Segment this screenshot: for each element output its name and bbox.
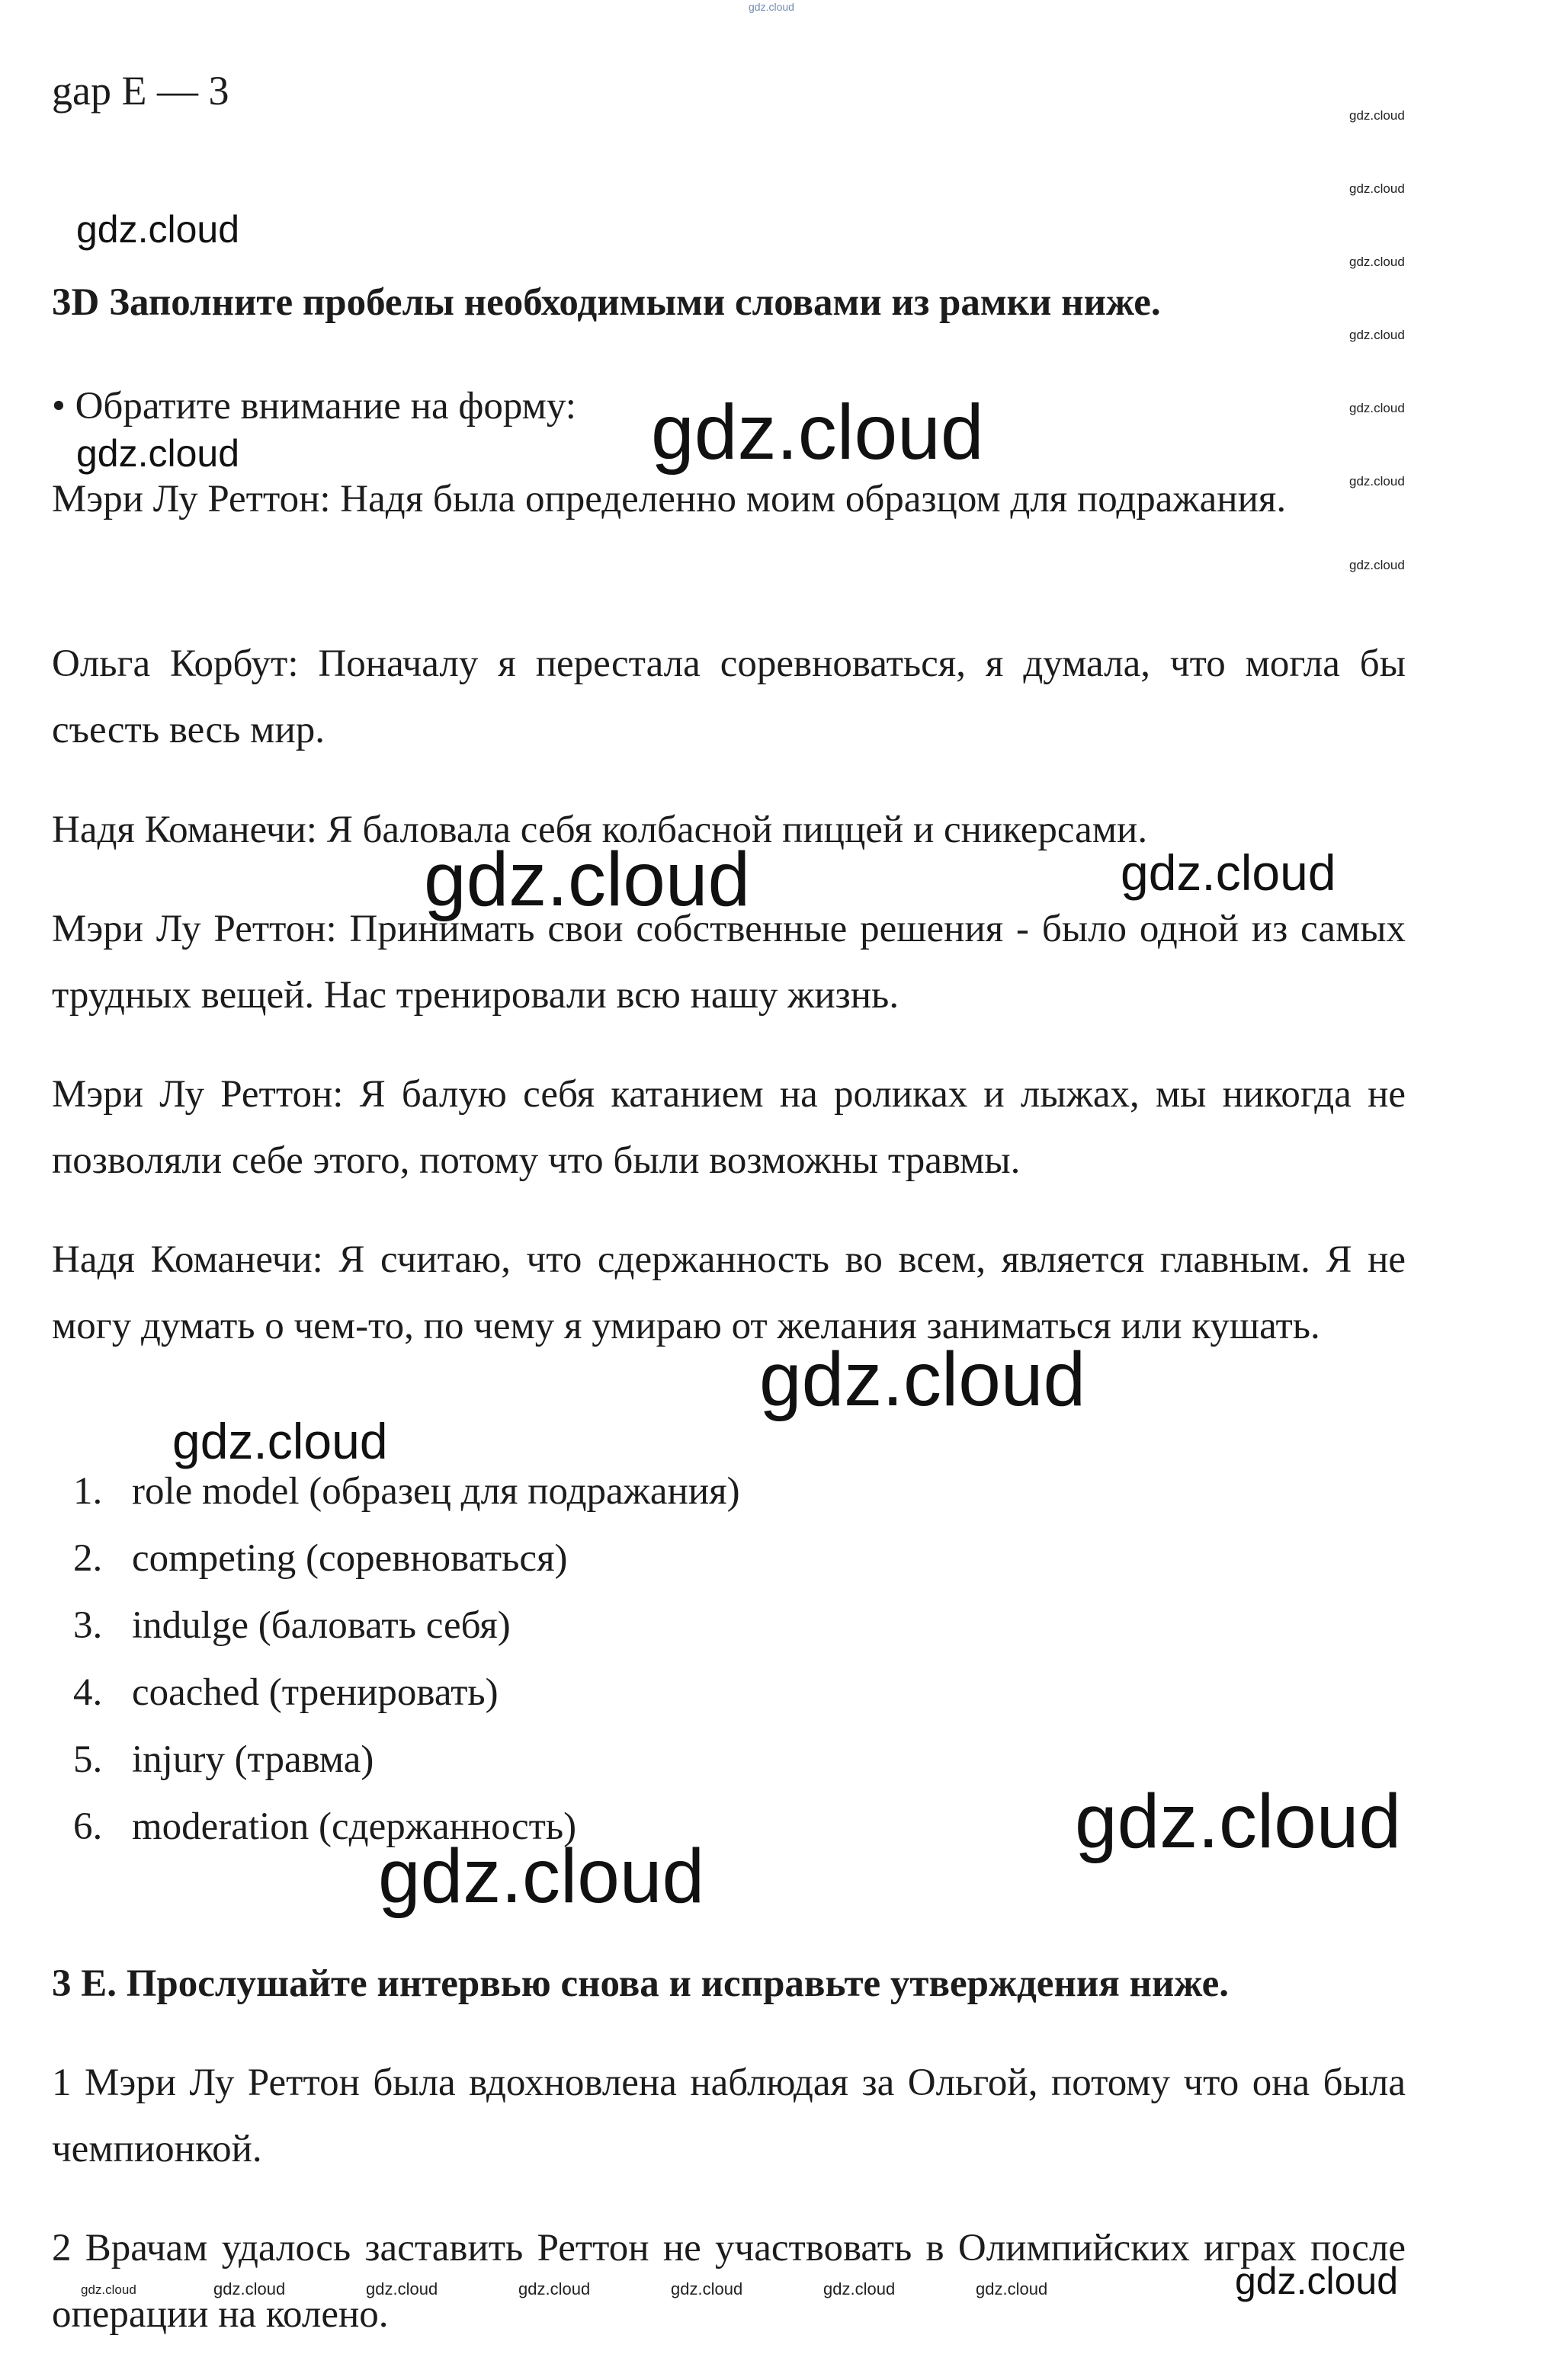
watermark: gdz.cloud [76, 432, 240, 475]
watermark: gdz.cloud [424, 837, 751, 922]
list-number: 6. [73, 1805, 103, 1848]
watermark: gdz.cloud [1349, 108, 1405, 123]
paragraph: Надя Команечи: Я баловала себя колбасной пиццей и сникерсами. [52, 809, 1148, 851]
watermark: gdz.cloud [1349, 328, 1405, 342]
watermark: gdz.cloud [518, 2279, 591, 2298]
statement: 1 Мэри Лу Реттон была вдохновлена наблюдая за Ольгой, потому что она была чемпионкой. [52, 2061, 1406, 2170]
paragraph: Надя Команечи: Я считаю, что сдержанность во всем, является главным. Я не могу думать о чем-то, по чему я умираю от желания заниматься или кушать. [52, 1238, 1406, 1347]
list-text: injury (травма) [132, 1738, 374, 1781]
watermark: gdz.cloud [1349, 474, 1405, 488]
list-number: 2. [73, 1537, 103, 1580]
watermark: gdz.cloud [1235, 2260, 1399, 2302]
watermark: gdz.cloud [1349, 558, 1405, 572]
watermark: gdz.cloud [1121, 844, 1336, 901]
watermark: gdz.cloud [1349, 255, 1405, 269]
section-3e-heading: 3 E. Прослушайте интервью снова и исправьте утверждения ниже. [52, 1962, 1230, 2005]
watermark: gdz.cloud [823, 2279, 896, 2298]
list-text: coached (тренировать) [132, 1671, 499, 1714]
list-number: 3. [73, 1604, 103, 1647]
section-3d-heading: 3D Заполните пробелы необходимыми словами из рамки ниже. [52, 281, 1161, 324]
statement: 2 Врачам удалось заставить Реттон не участвовать в Олимпийских играх после операции на колено. [52, 2227, 1406, 2336]
watermark: gdz.cloud [1075, 1779, 1402, 1864]
watermark: gdz.cloud [172, 1413, 388, 1469]
paragraph: Мэри Лу Реттон: Принимать свои собственные решения - было одной из самых трудных вещей. Нас тренировали всю нашу жизнь. [52, 908, 1406, 1017]
section-3d-note: • Обратите внимание на форму: [52, 385, 576, 428]
list-text: role model (образец для подражания) [132, 1470, 740, 1513]
watermark: gdz.cloud [213, 2279, 286, 2298]
list-number: 4. [73, 1671, 103, 1714]
page-header: gap E — 3 [52, 68, 229, 114]
list-number: 1. [73, 1470, 103, 1513]
paragraph: Ольга Корбут: Поначалу я перестала соревноваться, я думала, что могла бы съесть весь мир. [52, 642, 1406, 751]
list-text: indulge (баловать себя) [132, 1604, 511, 1647]
watermark: gdz.cloud [366, 2279, 438, 2298]
paragraph: Мэри Лу Реттон: Надя была определенно моим образцом для подражания. [52, 478, 1287, 521]
watermark: gdz.cloud [1349, 181, 1405, 196]
watermark: gdz.cloud [81, 2282, 136, 2297]
watermark: gdz.cloud [759, 1337, 1086, 1422]
watermark: gdz.cloud [671, 2279, 743, 2298]
list-number: 5. [73, 1738, 103, 1781]
watermark: gdz.cloud [76, 208, 240, 251]
watermark: gdz.cloud [749, 1, 794, 13]
watermark: gdz.cloud [1349, 401, 1405, 415]
watermark: gdz.cloud [976, 2279, 1048, 2298]
watermark: gdz.cloud [651, 389, 984, 476]
watermark: gdz.cloud [378, 1834, 705, 1919]
paragraph: Мэри Лу Реттон: Я балую себя катанием на роликах и лыжах, мы никогда не позволяли себе этого, потому что были возможны травмы. [52, 1073, 1406, 1182]
list-text: moderation (сдержанность) [132, 1805, 577, 1848]
list-text: competing (соревноваться) [132, 1537, 568, 1580]
